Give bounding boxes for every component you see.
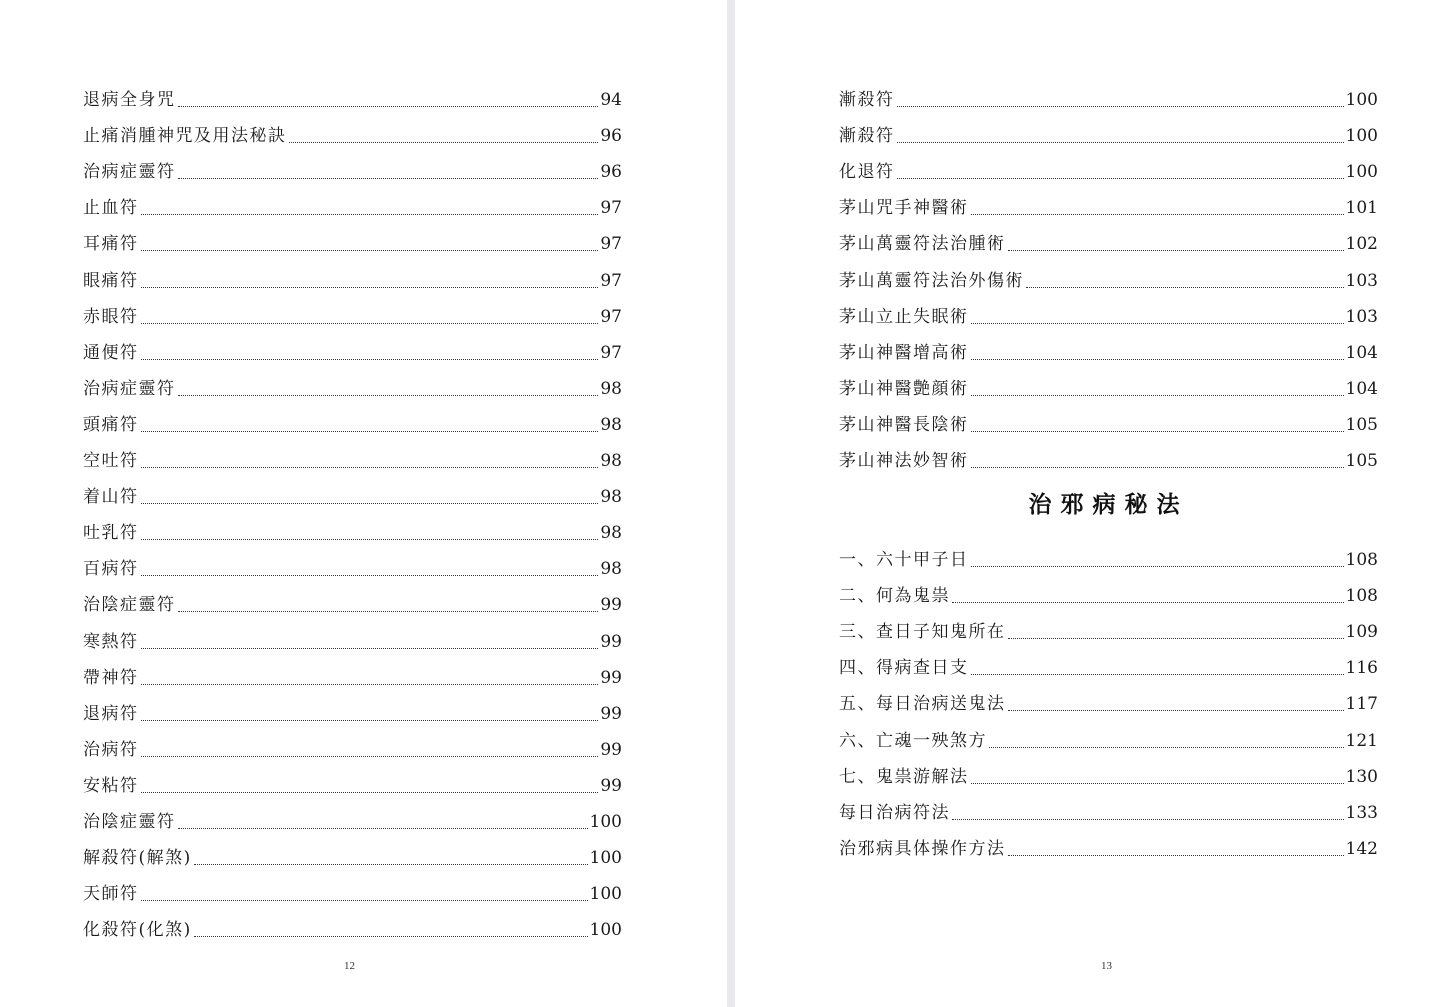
dot-leader [989, 747, 1344, 748]
toc-entry-title: 七、鬼祟游解法 [839, 766, 969, 787]
toc-entry[interactable] [839, 220, 1378, 256]
toc-entry-title: 治邪病具体操作方法 [839, 838, 1006, 859]
toc-entry-title: 茅山萬靈符法治腫術 [839, 234, 1006, 255]
toc-entry-title: 茅山神醫艶顔術 [839, 378, 969, 399]
dot-leader [971, 395, 1344, 396]
toc-entry-title: 化殺符(化煞) [83, 920, 192, 941]
toc-entry[interactable] [839, 716, 1378, 752]
toc-entry[interactable] [83, 545, 622, 581]
toc-entry-page: 100 [1345, 90, 1378, 111]
toc-entry-title: 退病符 [83, 703, 139, 724]
toc-entry-title: 漸殺符 [839, 90, 895, 111]
toc-entry-page: 96 [600, 162, 622, 183]
toc-entry[interactable] [83, 401, 622, 437]
dot-leader [178, 106, 599, 107]
toc-entry-title: 帶神符 [83, 667, 139, 688]
toc-entry-title: 二、何為鬼祟 [839, 586, 950, 607]
toc-entry[interactable] [839, 293, 1378, 329]
toc-entry[interactable] [839, 184, 1378, 220]
dot-leader [178, 178, 599, 179]
toc-entry-page: 121 [1345, 730, 1378, 751]
toc-entry-page: 96 [600, 126, 622, 147]
toc-entry[interactable] [839, 608, 1378, 644]
page-number-right: 13 [1101, 960, 1112, 972]
toc-entry[interactable] [83, 581, 622, 617]
toc-entry-page: 99 [600, 595, 622, 616]
dot-leader [141, 250, 599, 251]
dot-leader [1008, 250, 1344, 251]
toc-list-left [83, 76, 622, 942]
toc-entry-title: 漸殺符 [839, 126, 895, 147]
dot-leader [141, 792, 599, 793]
toc-entry-title: 百病符 [83, 559, 139, 580]
toc-entry[interactable] [83, 256, 622, 292]
toc-entry-page: 97 [600, 342, 622, 363]
toc-entry-page: 102 [1345, 234, 1378, 255]
toc-entry[interactable] [83, 726, 622, 762]
toc-entry-title: 安粘符 [83, 775, 139, 796]
toc-entry[interactable] [839, 789, 1378, 825]
toc-entry-page: 116 [1345, 658, 1378, 679]
toc-entry-page: 100 [1345, 126, 1378, 147]
toc-entry-page: 99 [600, 667, 622, 688]
toc-entry[interactable] [83, 76, 622, 112]
toc-entry-page: 94 [600, 90, 622, 111]
toc-entry-page: 108 [1345, 586, 1378, 607]
dot-leader [289, 142, 599, 143]
toc-entry[interactable] [83, 473, 622, 509]
toc-entry[interactable] [839, 365, 1378, 401]
dot-leader [971, 359, 1344, 360]
toc-entry-page: 100 [589, 884, 622, 905]
toc-entry[interactable] [839, 572, 1378, 608]
dot-leader [141, 648, 599, 649]
toc-entry-title: 三、查日子知鬼所在 [839, 622, 1006, 643]
dot-leader [1008, 638, 1344, 639]
toc-entry-title: 治病症靈符 [83, 378, 176, 399]
toc-entry-page: 98 [600, 378, 622, 399]
toc-entry-title: 茅山神醫增高術 [839, 342, 969, 363]
toc-entry-page: 104 [1345, 342, 1378, 363]
section-heading: 治邪病秘法 [1028, 492, 1189, 518]
toc-entry[interactable] [839, 329, 1378, 365]
dot-leader [1008, 855, 1344, 856]
toc-entry-page: 105 [1345, 451, 1378, 472]
dot-leader [141, 467, 599, 468]
toc-entry[interactable] [839, 256, 1378, 292]
dot-leader [952, 819, 1344, 820]
toc-entry-page: 98 [600, 523, 622, 544]
toc-entry-title: 赤眼符 [83, 306, 139, 327]
toc-entry[interactable] [83, 617, 622, 653]
toc-entry[interactable] [839, 825, 1378, 861]
toc-entry-page: 97 [600, 270, 622, 291]
toc-entry-page: 98 [600, 414, 622, 435]
page-number-left: 12 [344, 960, 355, 972]
dot-leader [971, 214, 1344, 215]
dot-leader [194, 936, 588, 937]
toc-entry-title: 化退符 [839, 162, 895, 183]
toc-entry-page: 104 [1345, 378, 1378, 399]
dot-leader [141, 756, 599, 757]
toc-entry-page: 100 [1345, 162, 1378, 183]
toc-entry-title: 眼痛符 [83, 270, 139, 291]
dot-leader [971, 467, 1344, 468]
toc-entry-title: 天師符 [83, 884, 139, 905]
toc-entry[interactable] [83, 329, 622, 365]
toc-entry-title: 耳痛符 [83, 234, 139, 255]
dot-leader [178, 395, 599, 396]
toc-entry[interactable] [83, 112, 622, 148]
dot-leader [971, 566, 1344, 567]
toc-entry[interactable] [83, 870, 622, 906]
dot-leader [141, 431, 599, 432]
dot-leader [141, 359, 599, 360]
toc-entry-page: 108 [1345, 550, 1378, 571]
toc-entry-page: 98 [600, 559, 622, 580]
toc-entry-title: 治陰症靈符 [83, 811, 176, 832]
toc-entry[interactable] [839, 437, 1378, 473]
toc-entry-title: 治病症靈符 [83, 162, 176, 183]
toc-entry-page: 99 [600, 631, 622, 652]
toc-entry-page: 99 [600, 775, 622, 796]
dot-leader [971, 323, 1344, 324]
toc-entry-title: 寒熱符 [83, 631, 139, 652]
toc-entry[interactable] [839, 753, 1378, 789]
toc-entry[interactable] [83, 220, 622, 256]
dot-leader [194, 864, 588, 865]
dot-leader [141, 323, 599, 324]
toc-list-right-top [839, 76, 1378, 473]
toc-entry-title: 茅山神醫長陰術 [839, 414, 969, 435]
toc-entry[interactable] [839, 401, 1378, 437]
toc-entry-page: 117 [1345, 694, 1378, 715]
toc-entry[interactable] [83, 690, 622, 726]
toc-entry-page: 105 [1345, 414, 1378, 435]
dot-leader [178, 611, 599, 612]
toc-entry[interactable] [83, 365, 622, 401]
toc-entry[interactable] [83, 293, 622, 329]
toc-entry-title: 退病全身咒 [83, 90, 176, 111]
toc-entry-page: 99 [600, 739, 622, 760]
dot-leader [1008, 710, 1344, 711]
toc-entry-page: 97 [600, 234, 622, 255]
toc-entry-title: 吐乳符 [83, 523, 139, 544]
dot-leader [141, 720, 599, 721]
dot-leader [897, 142, 1344, 143]
toc-entry-page: 103 [1345, 270, 1378, 291]
toc-entry-page: 100 [589, 920, 622, 941]
toc-entry-page: 98 [600, 487, 622, 508]
dot-leader [141, 684, 599, 685]
toc-entry-page: 130 [1345, 766, 1378, 787]
dot-leader [141, 539, 599, 540]
toc-entry[interactable] [839, 76, 1378, 112]
toc-list-right-bottom [839, 536, 1378, 861]
toc-entry[interactable] [83, 834, 622, 870]
toc-entry-title: 解殺符(解煞) [83, 848, 192, 869]
toc-entry[interactable] [839, 680, 1378, 716]
toc-entry[interactable] [839, 112, 1378, 148]
toc-entry-page: 103 [1345, 306, 1378, 327]
dot-leader [141, 214, 599, 215]
toc-entry-title: 治病符 [83, 739, 139, 760]
toc-entry-title: 止血符 [83, 198, 139, 219]
toc-entry-title: 茅山神法妙智術 [839, 451, 969, 472]
toc-entry-page: 101 [1345, 198, 1378, 219]
toc-entry-page: 100 [589, 811, 622, 832]
dot-leader [971, 783, 1344, 784]
toc-entry[interactable] [83, 184, 622, 220]
toc-entry-title: 着山符 [83, 487, 139, 508]
toc-entry-title: 茅山萬靈符法治外傷術 [839, 270, 1024, 291]
toc-entry[interactable] [83, 906, 622, 942]
toc-entry[interactable] [839, 644, 1378, 680]
toc-entry-title: 每日治病符法 [839, 802, 950, 823]
toc-entry[interactable] [83, 654, 622, 690]
toc-entry-title: 頭痛符 [83, 414, 139, 435]
toc-entry-page: 133 [1345, 802, 1378, 823]
toc-entry-title: 六、亡魂一殃煞方 [839, 730, 987, 751]
dot-leader [178, 828, 588, 829]
toc-entry-title: 茅山咒手神醫術 [839, 198, 969, 219]
toc-entry-page: 98 [600, 451, 622, 472]
toc-entry-page: 142 [1345, 838, 1378, 859]
toc-entry-title: 五、每日治病送鬼法 [839, 694, 1006, 715]
toc-entry-title: 治陰症靈符 [83, 595, 176, 616]
dot-leader [897, 106, 1344, 107]
toc-entry-title: 通便符 [83, 342, 139, 363]
toc-entry[interactable] [83, 148, 622, 184]
toc-entry-title: 止痛消腫神咒及用法秘訣 [83, 126, 287, 147]
right-page [735, 0, 1440, 1007]
toc-entry[interactable] [83, 762, 622, 798]
dot-leader [952, 602, 1344, 603]
toc-entry[interactable] [839, 536, 1378, 572]
toc-entry[interactable] [83, 798, 622, 834]
toc-entry-page: 97 [600, 198, 622, 219]
dot-leader [971, 431, 1344, 432]
toc-entry[interactable] [83, 509, 622, 545]
toc-entry-page: 97 [600, 306, 622, 327]
toc-entry-title: 一、六十甲子日 [839, 550, 969, 571]
dot-leader [141, 900, 588, 901]
toc-entry-title: 茅山立止失眠術 [839, 306, 969, 327]
toc-entry-page: 109 [1345, 622, 1378, 643]
toc-entry-title: 四、得病查日支 [839, 658, 969, 679]
dot-leader [141, 287, 599, 288]
toc-entry[interactable] [83, 437, 622, 473]
toc-entry[interactable] [839, 148, 1378, 184]
dot-leader [971, 674, 1344, 675]
toc-entry-page: 99 [600, 703, 622, 724]
dot-leader [141, 575, 599, 576]
dot-leader [141, 503, 599, 504]
toc-entry-title: 空吐符 [83, 451, 139, 472]
toc-entry-page: 100 [589, 848, 622, 869]
dot-leader [897, 178, 1344, 179]
dot-leader [1026, 287, 1344, 288]
